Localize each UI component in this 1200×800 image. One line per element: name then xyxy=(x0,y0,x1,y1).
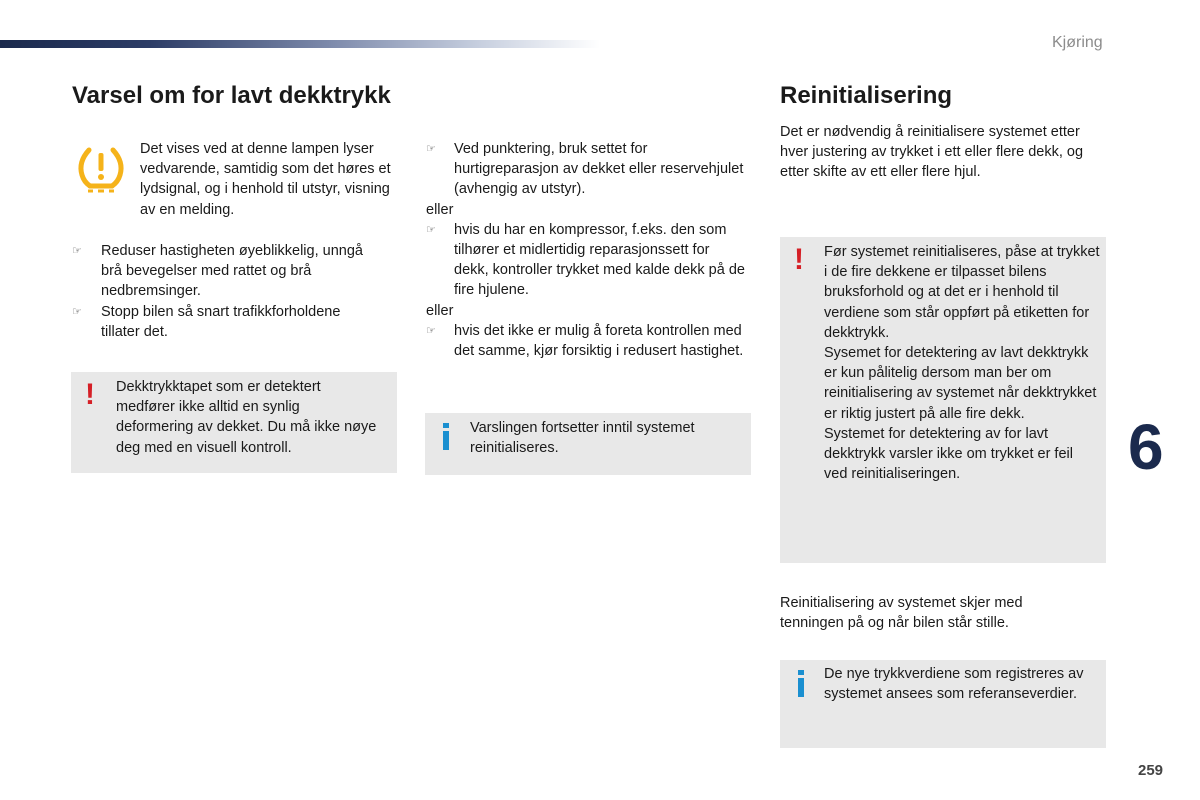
list-item-text: Stopp bilen så snart trafikkforholdene tillater det. xyxy=(101,303,341,340)
warning-icon: ! xyxy=(85,378,95,411)
header-gradient-bar xyxy=(0,40,600,48)
list-item xyxy=(72,302,372,342)
bullet-icon: ☞ xyxy=(426,324,436,337)
middle-list xyxy=(426,139,748,361)
list-item-text: hvis du har en kompressor, f.eks. den som tilhører et midlertidig reparasjonssett for dekk, kontroller trykket med kalde dekk på de fire hjulene. xyxy=(454,221,745,299)
bullet-icon: ☞ xyxy=(426,223,436,236)
info-icon xyxy=(437,421,455,453)
left-bullet-list xyxy=(72,241,372,342)
connector-text: eller xyxy=(426,302,454,319)
warning-box xyxy=(71,372,397,473)
list-item xyxy=(426,220,748,301)
warning-paragraph: Før systemet reinitialiseres, påse at trykket i de fire dekkene er tilpasset bilens bruksforhold og at det er i henhold til verdiene som står oppført på etiketten for dekktrykk. xyxy=(824,244,1100,341)
info-box xyxy=(425,413,751,475)
list-item xyxy=(72,241,372,302)
warning-text xyxy=(824,242,1100,484)
list-item-text: Reduser hastigheten øyeblikkelig, unngå brå bevegelser med rattet og brå nedbremsinger. xyxy=(101,243,363,300)
bullet-icon: ☞ xyxy=(426,143,436,155)
right-title: Reinitialisering xyxy=(780,82,953,109)
warning-text: Dekktrykktapet som er detektert medfører ikke alltid en synlig deformering av dekket. Du må ikke nøye deg med en visuell kontroll. xyxy=(116,379,377,456)
info-box xyxy=(780,660,1106,748)
reinit-condition-text: Reinitialisering av systemet skjer med tenningen på og når bilen står stille. xyxy=(780,595,1023,632)
section-name: Kjøring xyxy=(1052,34,1103,51)
info-text: De nye trykkverdiene som registreres av systemet ansees som referanseverdier. xyxy=(824,666,1084,703)
left-title: Varsel om for lavt dekktrykk xyxy=(72,82,391,109)
warning-paragraph: Systemet for detektering av for lavt dekktrykk varsler ikke om trykket er feil ved reinitialiseringen. xyxy=(824,425,1073,483)
bullet-icon: ☞ xyxy=(72,305,82,318)
warning-paragraph: Sysemet for detektering av lavt dekktrykk er kun pålitelig dersom man ber om reinitialisering av systemet når dekktrykket er riktig justert på alle fire dekk. xyxy=(824,345,1097,422)
list-item-text: hvis det ikke er mulig å foreta kontrollen med det samme, kjør forsiktig i redusert hastighet. xyxy=(454,322,744,360)
reinit-intro: Det er nødvendig å reinitialisere systemet etter hver justering av trykket i ett eller flere dekk, og etter skifte av ett eller flere hjul. xyxy=(780,124,1084,181)
connector-text: eller xyxy=(426,201,454,218)
bullet-icon: ☞ xyxy=(72,245,82,257)
chapter-number: 6 xyxy=(1128,411,1164,483)
page-number: 259 xyxy=(1138,762,1164,779)
tyre-pressure-warning-icon xyxy=(74,144,128,196)
warning-box xyxy=(780,237,1106,563)
lamp-description: Det vises ved at denne lampen lyser vedvarende, samtidig som det høres et lydsignal, og i henhold til utstyr, visning av en melding. xyxy=(140,141,391,218)
warning-icon: ! xyxy=(794,243,804,276)
list-item xyxy=(426,321,748,361)
info-text: Varslingen fortsetter inntil systemet reinitialiseres. xyxy=(470,420,695,457)
list-item xyxy=(426,139,748,200)
list-item-text: Ved punktering, bruk settet for hurtigreparasjon av dekket eller reservehjulet (avhengig av utstyr). xyxy=(454,141,744,198)
info-icon xyxy=(792,668,810,700)
